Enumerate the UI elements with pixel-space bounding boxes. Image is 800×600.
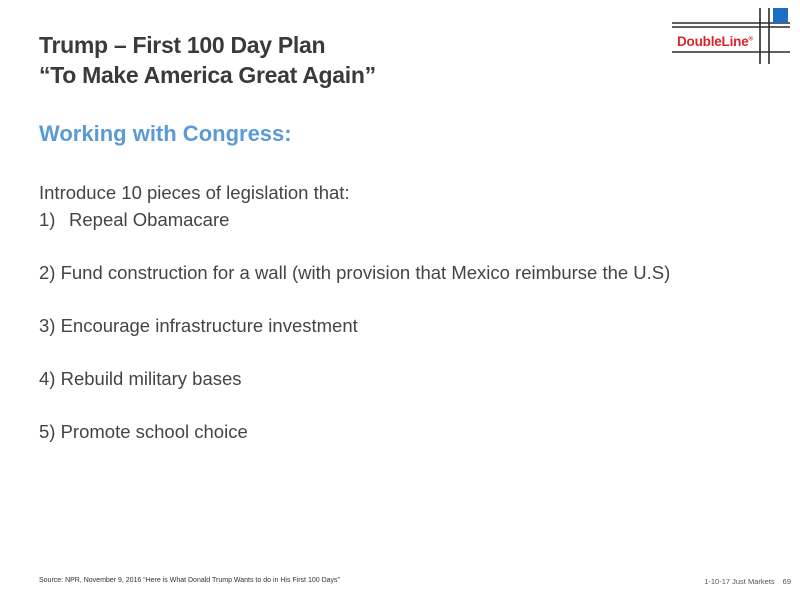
logo-wordmark bbox=[677, 34, 753, 49]
title-line-2: “To Make America Great Again” bbox=[39, 62, 376, 88]
list-item-1 bbox=[39, 207, 670, 234]
section-heading: Working with Congress: bbox=[39, 121, 292, 146]
title-line-1: Trump – First 100 Day Plan bbox=[39, 32, 326, 58]
list-item-1-number: 1) bbox=[39, 208, 56, 230]
list-item-5: 5) Promote school choice bbox=[39, 421, 248, 443]
registered-mark: ® bbox=[748, 36, 753, 43]
list-item-2: 2) Fund construction for a wall (with provision that Mexico reimburse the U.S) bbox=[39, 261, 671, 283]
intro-text: Introduce 10 pieces of legislation that: bbox=[39, 182, 350, 203]
footer-meta bbox=[704, 577, 791, 586]
logo-wordmark-text: DoubleLine bbox=[677, 34, 749, 49]
legislation-list bbox=[39, 180, 670, 446]
doubleline-logo bbox=[672, 8, 790, 64]
list-item-1-text: Repeal Obamacare bbox=[69, 208, 230, 230]
logo-blue-square bbox=[773, 8, 788, 23]
list-item-3: 3) Encourage infrastructure investment bbox=[39, 314, 358, 336]
page-number: 69 bbox=[782, 577, 791, 586]
slide-title bbox=[39, 30, 376, 90]
source-note: Source: NPR, November 9, 2016 “Here is What Donald Trump Wants to do in His First 100 Days” bbox=[39, 577, 340, 584]
deck-label: 1-10-17 Just Markets bbox=[704, 577, 775, 586]
list-item-4: 4) Rebuild military bases bbox=[39, 368, 242, 390]
